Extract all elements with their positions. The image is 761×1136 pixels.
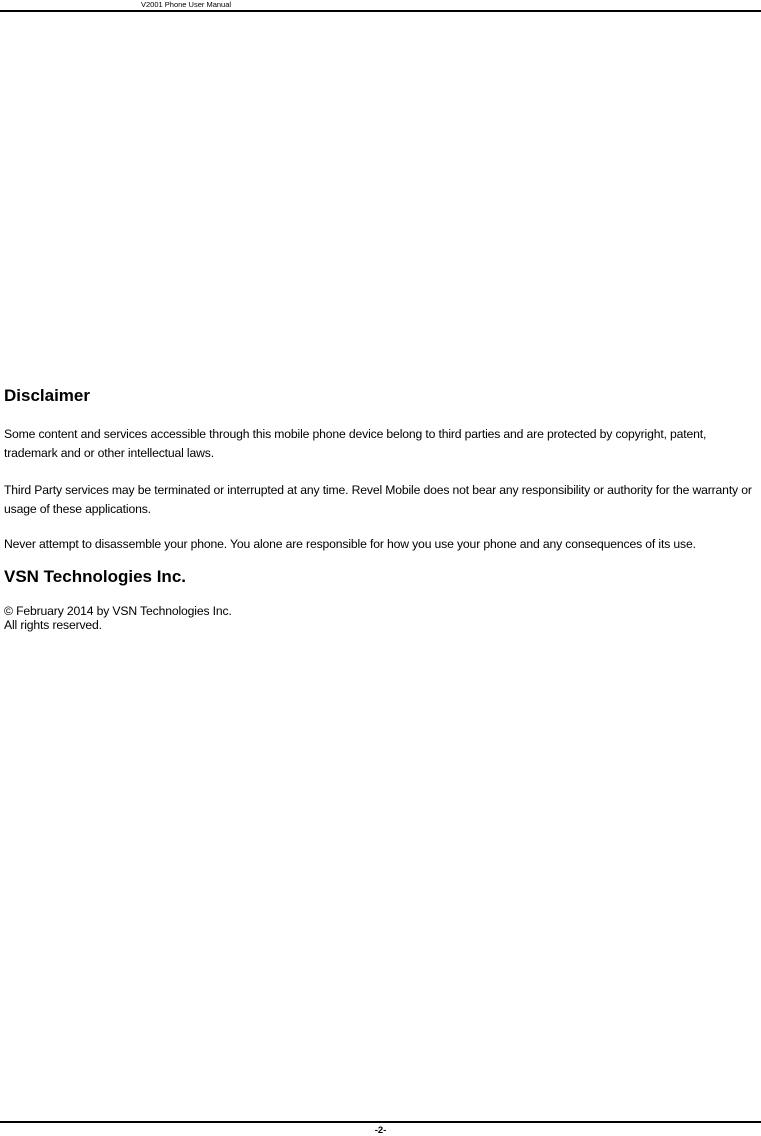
disclaimer-heading: Disclaimer [4,386,90,405]
copyright-line: © February 2014 by VSN Technologies Inc. [4,604,232,618]
page-content [4,383,756,632]
header-divider [0,10,761,12]
rights-line: All rights reserved. [4,618,102,632]
disclaimer-paragraph-copyright: Some content and services accessible through this mobile phone device belong to third parties and are protected by copyright, patent, trademark and or other intellectual laws. [4,427,707,460]
running-header: V2001 Phone User Manual [141,0,232,9]
company-heading: VSN Technologies Inc. [4,567,186,586]
disclaimer-paragraph-third-party: Third Party services may be terminated or interrupted at any time. Revel Mobile does not bear any responsibility or authority for the warranty or usage of these applications. [4,483,752,516]
page-number: -2- [374,1125,387,1136]
disclaimer-paragraph-disassemble: Never attempt to disassemble your phone. You alone are responsible for how you use your phone and any consequences of its use. [4,537,696,551]
footer-divider [0,1121,761,1123]
